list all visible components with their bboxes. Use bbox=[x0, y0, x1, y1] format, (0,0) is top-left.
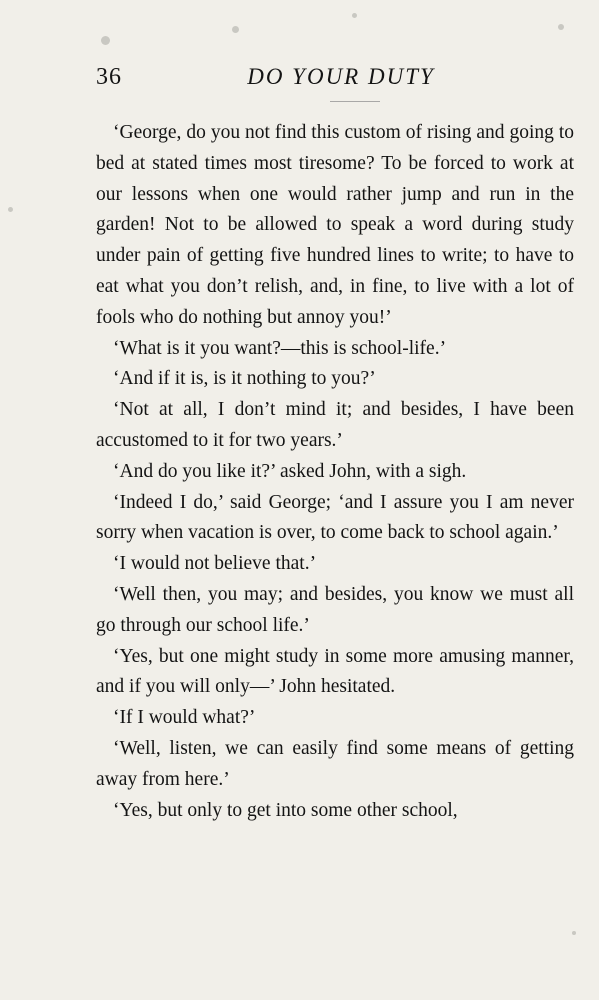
paragraph: ‘And do you like it?’ asked John, with a sigh. bbox=[113, 460, 467, 482]
body-text bbox=[96, 118, 574, 826]
paragraph: ‘Indeed I do,’ said George; ‘and I assure you I am never sorry when vacation is over, to come back to school again.’ bbox=[96, 491, 574, 544]
paragraph: ‘If I would what?’ bbox=[113, 707, 256, 729]
paragraph: ‘Yes, but only to get into some other school, bbox=[113, 799, 458, 821]
running-title: DO YOUR DUTY bbox=[247, 64, 435, 89]
page-header bbox=[96, 62, 576, 96]
header-rule bbox=[330, 101, 380, 102]
paragraph: ‘George, do you not find this custom of rising and going to bed at stated times most tiresome? To be forced to work at our lessons when one would rather jump and run in the garden! Not to be allowed to speak a word during study under pain of getting five hundred lines to write; to have to eat what you don’t relish, and, in fine, to live with a lot of fools who do nothing but annoy you!’ bbox=[96, 122, 574, 328]
paragraph: ‘Well then, you may; and besides, you know we must all go through our school life.’ bbox=[96, 583, 574, 636]
paragraph: ‘Not at all, I don’t mind it; and besides, I have been accustomed to it for two years.’ bbox=[96, 399, 574, 451]
paragraph: ‘Yes, but one might study in some more amusing manner, and if you will only—’ John hesitated. bbox=[96, 645, 574, 698]
paragraph: ‘I would not believe that.’ bbox=[113, 553, 317, 575]
page-number: 36 bbox=[96, 64, 122, 90]
paragraph: ‘And if it is, is it nothing to you?’ bbox=[113, 368, 376, 390]
paragraph: ‘What is it you want?—this is school-life.’ bbox=[113, 337, 447, 359]
paragraph: ‘Well, listen, we can easily find some means of getting away from here.’ bbox=[96, 737, 574, 790]
